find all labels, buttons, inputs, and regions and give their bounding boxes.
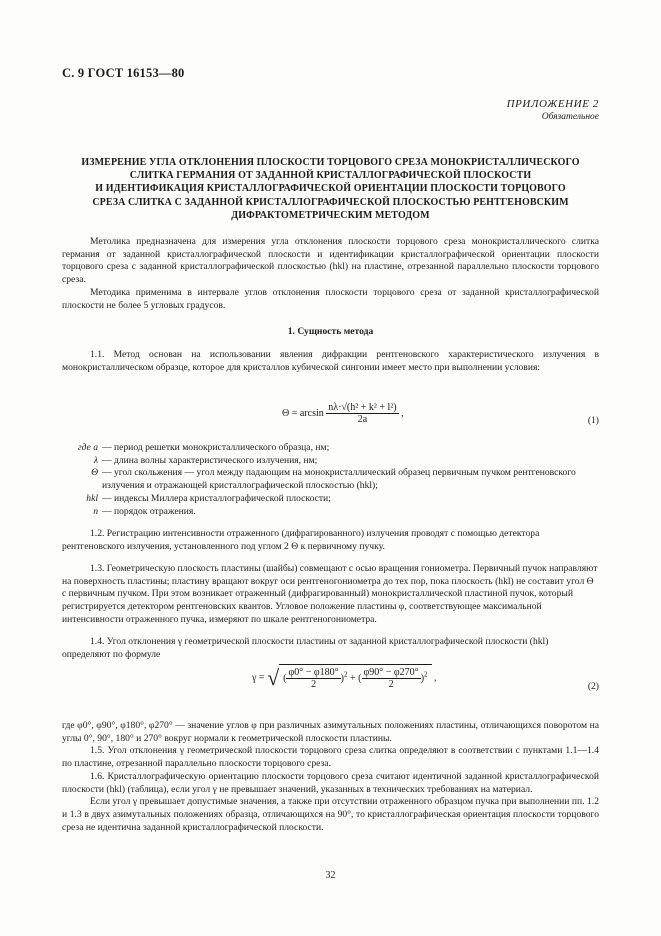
definition-text: — индексы Миллера кристаллографической плоскости; [102, 492, 331, 504]
formula-2-tail: , [434, 672, 437, 684]
formula-2-numerator-2: φ90° − φ270° [363, 667, 419, 678]
formula-1 [282, 402, 404, 425]
definition-text: — угол скольжения — угол между падающим на монокристаллический образец первичным пучком рентгеновского излучения и отражающей кристаллографической плоскостью (hkl); [102, 467, 576, 492]
document-header: С. 9 ГОСТ 16153—80 [62, 66, 185, 80]
appendix-status: Обязательное [541, 112, 599, 122]
appendix-label [507, 98, 599, 122]
paragraph-1-2: 1.2. Регистрацию интенсивности отраженного (дифрагированного) излучения проводят с помощью детектора рентгеновского излучения, установленного под углом 2 Θ к первичному пучку. [62, 527, 540, 552]
paragraph-last: Если угол γ превышает допустимые значения, а также при отсутствии отраженного образцом пучка при выполнении пп. 1.2 и 1.3 в двух азимутальных положениях образца, отличающихся на 90°, то кристаллографическая ориентация плоскости торцового среза не идентична заданной кристаллографической плоскости. [62, 796, 599, 833]
paragraph-where-2: где φ0°, φ90°, φ180°, φ270° — значение углов φ при различных азимутальных положениях пластины, отличающихся поворотом на углы 0°, 90°, 180° и 270° вокруг нормали к геометрической плоскости пластины. [62, 720, 599, 744]
formula-2-plus: + [350, 672, 356, 684]
definition-symbol: n [93, 505, 98, 517]
title-line: СРЕЗА СЛИТКА С ЗАДАННОЙ КРИСТАЛЛОГРАФИЧЕСКОЙ ПЛОСКОСТЬЮ РЕНТГЕНОВСКИМ [92, 196, 569, 208]
formula-2-numerator-1: φ0° − φ180° [288, 667, 339, 678]
paragraph-1-4: 1.4. Угол отклонения γ геометрической плоскости пластины от заданной кристаллографической плоскости (hkl) определяют по формуле [62, 635, 549, 660]
title-line: ДИФРАКТОМЕТРИЧЕСКИМ МЕТОДОМ [231, 209, 430, 221]
section-heading: 1. Сущность метода [287, 326, 374, 338]
definition-symbol: λ [93, 454, 98, 466]
formula-2-number: (2) [587, 681, 599, 692]
formula-1-fraction [326, 402, 398, 425]
definitions-list [62, 442, 599, 671]
title-line: И ИДЕНТИФИКАЦИЯ КРИСТАЛЛОГРАФИЧЕСКОЙ ОРИЕНТАЦИИ ПЛОСКОСТИ ТОРЦОВОГО [95, 183, 566, 195]
appendix-title: ПРИЛОЖЕНИЕ 2 [506, 98, 599, 110]
intro-block [62, 236, 599, 374]
formula-2-denominator-1: 2 [311, 679, 317, 690]
paragraph-1-3: 1.3. Геометрическую плоскость пластины (шайбы) совмещают с осью вращения гониометра. Первичный пучок направляют на поверхность пластины; пластину вращают вокруг оси рентгеногониометра до тех пор, пока плоскость (hkl) не составит угол Θ с первичным пучком. При этом возникает отраженный (дифрагированный) монокристаллической пластиной пучок, который регистрируется детектором рентгеновских квантов. Угловое положение пластины φ, соответствующее максимальной интенсивности отраженного пучка, измеряют по шкале рентгеногониометра. [62, 562, 598, 625]
document-title [56, 156, 605, 222]
definition-text: — порядок отражения. [102, 505, 196, 517]
definition-row [62, 467, 599, 492]
definition-row [62, 493, 599, 506]
definition-symbol: где a [77, 442, 98, 453]
formula-1-lhs: Θ = arcsin [282, 407, 324, 419]
paragraph-1-6: 1.6. Кристаллографическую ориентацию плоскости торцового среза считают идентичной заданной кристаллографической плоскости (hkl) (таблица), если угол γ не превышает значений, указанных в технических требованиях на материал. [62, 770, 599, 795]
intro-paragraph: Методика применима в интервале углов отклонения плоскости торцового среза от заданной кристаллографической плоскости не более 5 угловых градусов. [62, 286, 599, 311]
formula-1-tail: , [401, 407, 404, 419]
formula-1-numerator: nλ·√(h² + k² + l²) [328, 402, 397, 413]
title-line: ИЗМЕРЕНИЕ УГЛА ОТКЛОНЕНИЯ ПЛОСКОСТИ ТОРЦОВОГО СРЕЗА МОНОКРИСТАЛЛИЧЕСКОГО [81, 157, 580, 168]
definition-row [62, 506, 599, 519]
definition-text: — период решетки монокристаллического образца, нм; [102, 442, 330, 453]
intro-paragraph: Метолика предназначена для измерения угла отклонения плоскости торцового среза монокристаллического слитка германия от заданной кристаллографической плоскости и идентификации кристаллографической ориентации плоскости торцового среза с заданной кристаллографической плоскостью (hkl) на пластине, отрезанной параллельно плоскости торцового среза. [62, 236, 599, 286]
paragraph-1-1: 1.1. Метод основан на использовании явления дифракции рентгеновского характеристического излучения в монокристаллическом образце, которое для кристаллов кубической сингонии имеет место при выполнении условия: [62, 348, 599, 373]
definition-text: — длина волны характеристического излучения, нм; [102, 454, 318, 466]
paragraph-1-5: 1.5. Угол отклонения γ геометрической плоскости торцового среза слитка определяют в соответствии с пунктами 1.1—1.4 по пластине, отрезанной параллельно плоскости торцового среза. [62, 745, 599, 770]
formula-2-denominator-2: 2 [388, 679, 394, 690]
page-number: 32 [325, 870, 336, 881]
final-block [62, 720, 599, 834]
formula-2-lhs: γ = [252, 672, 265, 684]
title-line: СЛИТКА ГЕРМАНИЯ ОТ ЗАДАННОЙ КРИСТАЛЛОГРАФИЧЕСКОЙ ПЛОСКОСТИ [129, 170, 532, 182]
formula-2-fraction-1 [286, 667, 340, 690]
definition-row [62, 455, 599, 468]
definition-symbol: Θ [91, 467, 98, 479]
formula-1-number: (1) [587, 415, 599, 426]
formula-1-denominator: 2a [357, 414, 368, 425]
formula-2: γ = √( $\frac{\varphi 0^\circ - \varphi 180^\circ}{2}$ )$^2$ + ( $\frac{\varphi 90^\circ - \varphi 270^\circ}{2}$ )$^2$ , [252, 665, 437, 690]
formula-2-fraction-2 [362, 667, 421, 690]
definition-row [62, 442, 599, 455]
definition-symbol: hkl [86, 492, 98, 504]
